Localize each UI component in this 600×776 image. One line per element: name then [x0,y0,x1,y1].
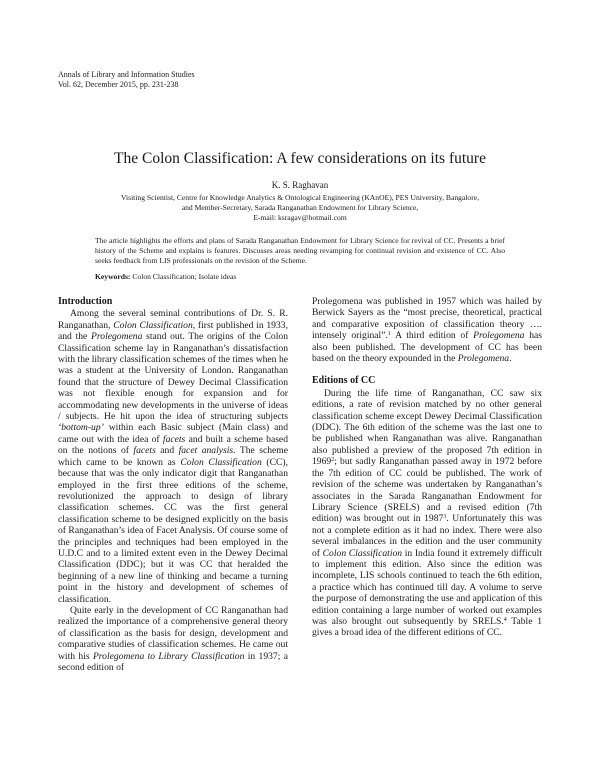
article-author: K. S. Raghavan [271,180,329,190]
left-column [58,296,288,673]
journal-volume: Vol. 62, December 2015, pp. 231-238 [58,80,179,89]
keywords-label: Keywords: [95,272,131,281]
author-affiliation [80,193,520,223]
abstract: The article highlights the efforts and plans of Sarada Ranganathan Endowment for Library Science for revival of CC. Presents a brief history of the Scheme and explains is features. Discusses areas needing revamping for continual revision and existence of CC. Also seeks feedback from LIS professionals on the revision of the Scheme. [95,236,505,265]
section-heading-introduction: Introduction [58,296,113,307]
keywords-text: Colon Classification; Isolate ideas [132,272,237,281]
journal-citation [58,70,195,90]
author-email: E-mail: ksragav@hotmail.com [253,213,347,222]
keywords [95,272,505,281]
paragraph: Quite early in the development of CC Ranganathan had realized the importance of a comprehensive general theory of classification as the basis for design, development and comparative studies of classification schemes. He came out with his Prolegomena to Library Classification in 1937; a second edition of [58,604,288,673]
journal-name: Annals of Library and Information Studies [58,70,195,79]
affiliation-line: Visiting Scientist, Centre for Knowledge Analytics & Ontological Engineering (KAnOE), PES University, Bangalore, [120,193,479,202]
paragraph: Among the several seminal contributions of Dr. S. R. Ranganathan, Colon Classification, first published in 1933, and the Prolegomena stand out. The origins of the Colon Classification scheme lay in Ranganathan’s dissatisfaction with the library classification schemes of the times when he was a student at the University of London. Ranganathan found that the structure of Dewey Decimal Classification was not flexible enough for expansion and for accommodating new developments in the universe of ideas / subjects. He hit upon the idea of structuring subjects ‘bottom-up’ within each Basic subject (Main class) and came out with the idea of facets and built a scheme based on the notions of facets and facet analysis. The scheme which came to be known as Colon Classification (CC), because that was the only indicator digit that Ranganathan employed in the first three editions of the scheme, revolutionized the approach to design of library classification schemes. CC was the first general classification scheme to be designed explicitly on the basis of Ranganathan’s idea of Facet Analysis. Of course some of the principles and techniques had been employed in the U.D.C and to a limited extent even in the Dewey Decimal Classification (DDC); but it was CC that heralded the beginning of a new line of thinking and became a turning point in the history and development of schemes of classification. [58,308,289,605]
section-heading-editions: Editions of CC [312,375,376,387]
paragraph: During the life time of Ranganathan, CC saw six editions, a rate of revision matched by no other general classification scheme except Dewey Decimal Classification (DDC). The 6th edition of the scheme was the last one to be published when Ranganathan was alive. Ranganathan also published a preview of the proposed 7th edition in 1969$^2$; but sadly Ranganathan passed away in 1972 before the 7th edition of CC could be published. The work of revision of the scheme was undertaken by Ranganathan’s associates in the Sarada Ranganathan Endowment for Library Science (SRELS) and a revised edition (7th edition) was brought out in 1987$^3$. Unfortunately this was not a complete edition as it had no index. There were also several imbalances in the edition and the user community of Colon Classification in India found it extremely difficult to implement this edition. Also since the edition was incomplete, LIS schools continued to teach the 6th edition, a practice which has continued till day. A volume to serve the purpose of demonstrating the use and application of this edition containing a large number of worked out examples was also brought out subsequently by SRELS.$^4$ Table 1 gives a broad idea of the different editions of CC. [312,387,543,639]
article-title: The Colon Classification: A few considerations on its future [114,150,486,167]
right-column [312,296,542,639]
paragraph: Prolegomena was published in 1957 which was hailed by Berwick Sayers as the “most precise, theoretical, practical and comparative exposition of classification theory …. intensely original”.$^1$ A third edition of Prolegomena has also been published. The development of CC has been based on the theory expounded in the Prolegomena. [312,296,542,365]
affiliation-line: and Member-Secretary, Sarada Ranganathan Endowment for Library Science, [181,203,419,212]
